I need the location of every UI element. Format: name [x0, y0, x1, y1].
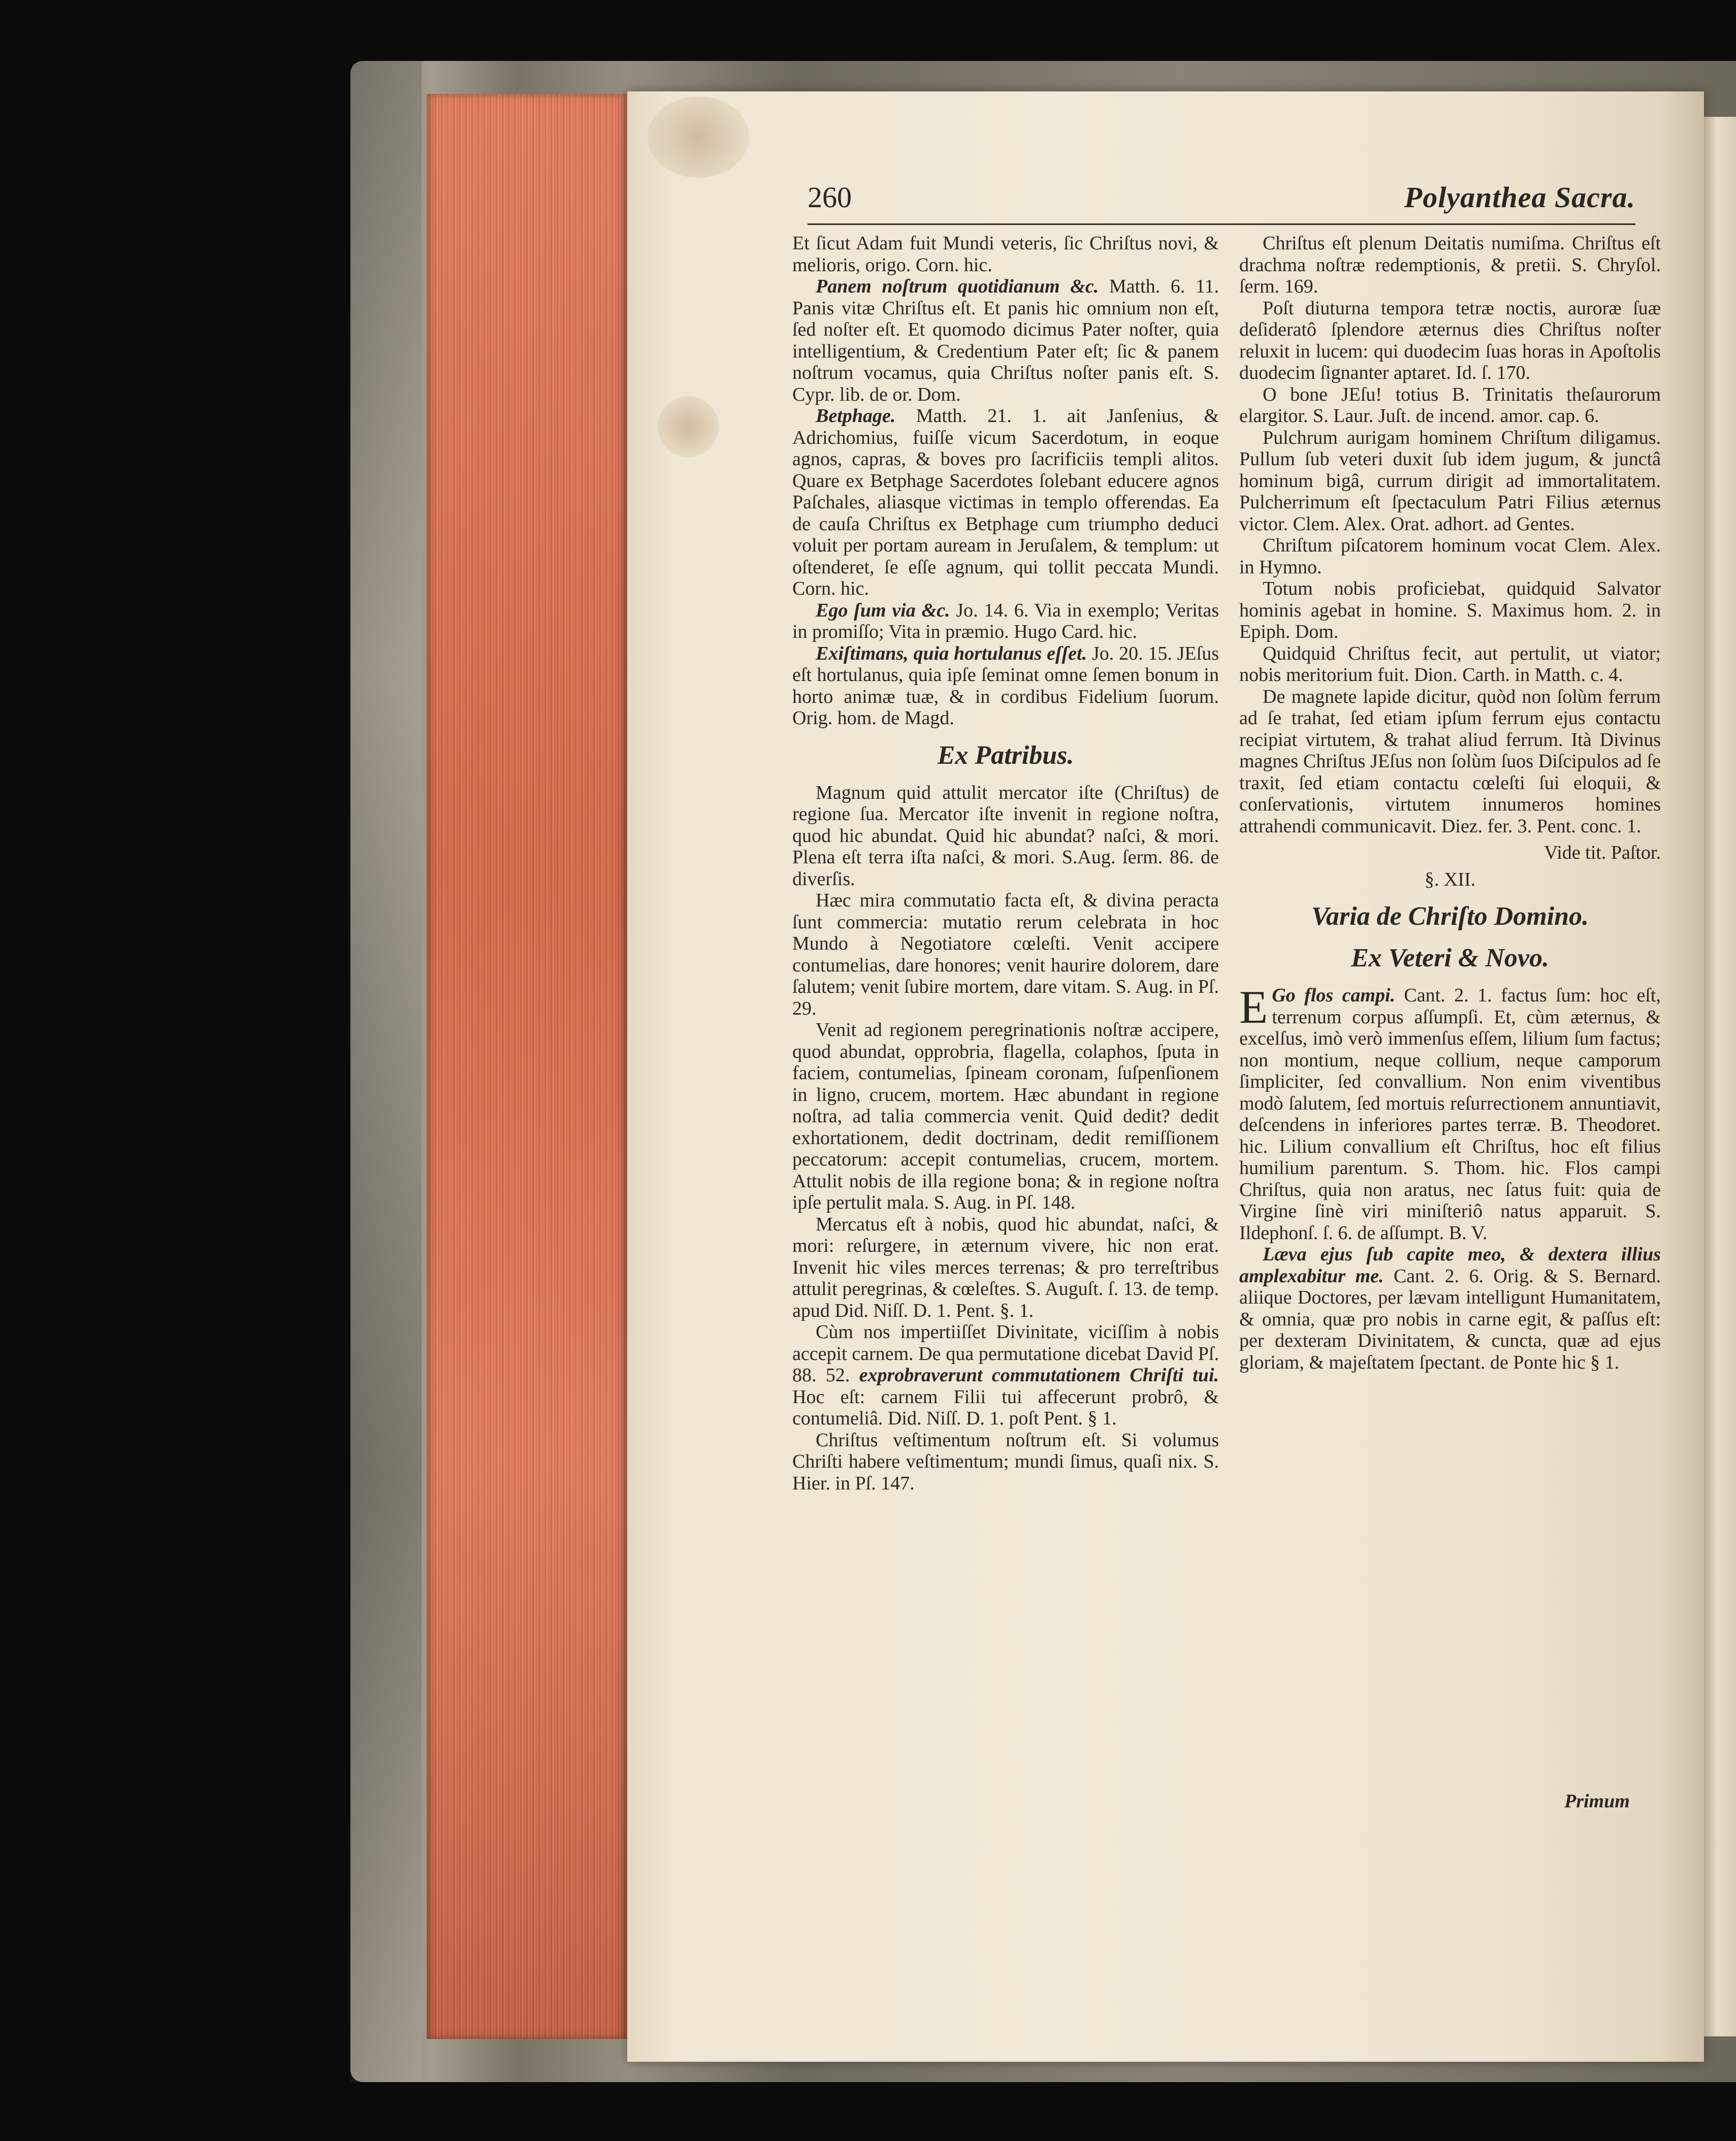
- paragraph-text: Et ſicut Adam fuit Mundi veteris, ſic Chriſtus novi, & melioris, origo. Corn. hic.: [792, 233, 1219, 276]
- paragraph-text: Vide tit. Paſtor.: [1544, 842, 1661, 863]
- paragraph-text: §. XII.: [1424, 868, 1476, 890]
- header-rule: [808, 223, 1635, 225]
- facing-page-edge: [1704, 117, 1736, 2036]
- paragraph: [1239, 869, 1661, 891]
- paragraph: [1239, 1244, 1661, 1373]
- paragraph-text: Venit ad regionem peregrinationis noſtræ accipere, quod abundat, opprobria, flagella, colaphos, ſputa in faciem, contumelias, ſpineam coronam, ſuſpenſionem in ligno, crucem, mortem. Hæc abundant in regione noſtra, ad talia commercia venit. Quid dedit? dedit exhortationem, dedit doctrinam, dedit remiſſionem peccatorum: accepit contumelias, crucem, mortem. Attulit nobis de illa regione bona; & in regione noſtra ipſe pertulit mala. S. Aug. in Pſ. 148.: [792, 1019, 1219, 1213]
- paragraph: [1239, 842, 1661, 864]
- paragraph: [792, 643, 1219, 729]
- paragraph: [792, 405, 1219, 600]
- paragraph-text: Mercatus eſt à nobis, quod hic abundat, naſci, & mori: reſurgere, in æternum vivere, hic non erat. Invenit hic viles merces terrenas; & pro terreſtribus attulit peregrinas, & cœleſtes. S. Auguſt. ſ. 13. de temp. apud Did. Niſſ. D. 1. Pent. §. 1.: [792, 1213, 1219, 1321]
- section-heading: Ex Patribus.: [937, 740, 1074, 770]
- paragraph-text: Poſt diuturna tempora tetræ noctis, auroræ ſuæ deſideratô ſplendore æternus dies Chriſtus noſter reluxit in lucem: qui duodecim ſuas horas in Apoſtolis duodecim ſignanter aptaret. Id. ſ. 170.: [1239, 297, 1661, 383]
- paragraph-text: O bone JEſu! totius B. Trinitatis theſaurorum elargitor. S. Laur. Juſt. de incend. amor. cap. 6.: [1239, 383, 1661, 427]
- paragraph-text: Chriſtus veſtimentum noſtrum eſt. Si volumus Chriſti habere veſtimentum; mundi ſimus, quaſi nix. S. Hier. in Pſ. 147.: [792, 1429, 1219, 1494]
- paragraph: [1239, 427, 1661, 535]
- paragraph: [792, 1321, 1219, 1430]
- stain: [648, 96, 749, 178]
- paragraph: [1239, 578, 1661, 643]
- italic-incipit: Go flos campi.: [1272, 985, 1395, 1006]
- paragraph: [792, 890, 1219, 1019]
- italic-quote: exprobraverunt commutationem Chriſti tui.: [859, 1365, 1219, 1386]
- paragraph: [792, 1019, 1219, 1214]
- paragraph: [792, 600, 1219, 643]
- page-edge-red: [427, 94, 630, 2039]
- paragraph: [792, 233, 1219, 276]
- paragraph-text: Matth. 21. 1. ait Janſenius, & Adrichomius, fuiſſe vicum Sacerdotum, in eoque agnos, capras, & boves pro ſacrificiis templi alitos. Quare ex Betphage Sacerdotes ſolebant educere agnos Paſchales, aliasque victimas in templo offerendas. Ea de cauſa Chriſtus ex Betphage cum triumpho deduci voluit per portam auream in Jeruſalem, & templum: ut oſtenderet, ſe eſſe agnum, qui tollit peccata Mundi. Corn. hic.: [792, 405, 1219, 599]
- paragraph-text: Hæc mira commutatio facta eſt, & divina peracta ſunt commercia: mutatio rerum celebrata in hoc Mundo à Negotiatore cœleſti. Venit accipere contumelias, dare honores; venit haurire dolorem, dare ſalutem; venit ſubire mortem, dare vitam. S. Aug. in Pſ. 29.: [792, 890, 1219, 1019]
- paragraph-text: Magnum quid attulit mercator iſte (Chriſtus) de regione ſua. Mercator iſte invenit in regione noſtra, quod hic abundat. Quid hic abundat? naſci, & mori. Plena eſt terra iſta naſci, & mori. S.Aug. ſerm. 86. de diverſis.: [792, 782, 1219, 890]
- stain: [658, 396, 719, 457]
- section-heading: Varia de Chriſto Domino.: [1311, 902, 1589, 931]
- left-column: [792, 233, 1219, 1494]
- paragraph-text: De magnete lapide dicitur, quòd non ſolùm ferrum ad ſe trahat, ſed etiam ipſum ferrum ejus contactu recipiat virtutem, & trahat aliud ferrum. Ità Divinus magnes Chriſtus JEſus non ſolùm ſuos Diſcipulos ad ſe traxit, ſed etiam contactu cœleſti ſui eloquii, & conſervationis, virtutem innumeros homines attrahendi communicavit. Diez. fer. 3. Pent. conc. 1.: [1239, 686, 1661, 837]
- page-number: 260: [808, 181, 852, 214]
- paragraph: [792, 1430, 1219, 1495]
- paragraph: [792, 1214, 1219, 1322]
- italic-incipit: Panem noſtrum quotidianum &c.: [816, 276, 1099, 297]
- paragraph: [1239, 535, 1661, 578]
- paragraph-text: Chriſtum piſcatorem hominum vocat Clem. Alex. in Hymno.: [1239, 535, 1661, 578]
- paragraph: [1239, 643, 1661, 686]
- paragraph-text: Cant. 2. 6. Orig. & S. Bernard. aliique Doctores, per lævam intelligunt Humanitatem, & omnia, quæ pro nobis in carne egit, & paſſus eſt: per dexteram Divinitatem, & cuncta, quæ ad ejus gloriam, & majeſtatem ſpectant. de Ponte hic § 1.: [1239, 1265, 1661, 1373]
- right-column: [1239, 233, 1661, 1373]
- paragraph-text: Pulchrum aurigam hominem Chriſtum diligamus. Pullum ſub veteri duxit ſub idem jugum, & junctâ hominum bigâ, currum dirigit ad immortalitatem. Pulcherrimum eſt ſpectaculum Patri Filius æternus victor. Clem. Alex. Orat. adhort. ad Gentes.: [1239, 427, 1661, 535]
- paragraph: [1239, 384, 1661, 427]
- paragraph: [792, 782, 1219, 890]
- paragraph: [1239, 686, 1661, 837]
- page-header: [808, 180, 1635, 221]
- paragraph: [1239, 298, 1661, 384]
- catchword: Primum: [1564, 1791, 1630, 1812]
- italic-incipit: Exiſtimans, quia hortulanus eſſet.: [816, 642, 1087, 664]
- paragraph: [1239, 233, 1661, 298]
- paragraph-text: Totum nobis proficiebat, quidquid Salvator hominis agebat in homine. S. Maximus hom. 2. in Epiph. Dom.: [1239, 578, 1661, 642]
- italic-incipit: Ego ſum via &c.: [816, 599, 950, 621]
- paragraph-text: Quidquid Chriſtus fecit, aut pertulit, ut viator; nobis meritorium fuit. Dion. Carth. in Matth. c. 4.: [1239, 642, 1661, 686]
- paragraph-text: Hoc eſt: carnem Filii tui affecerunt probrô, & contumeliâ. Did. Niſſ. D. 1. poſt Pent. § 1.: [792, 1386, 1219, 1429]
- paragraph-text: Chriſtus eſt plenum Deitatis numiſma. Chriſtus eſt drachma noſtræ redemptionis, & pretii. S. Chryſol. ſerm. 169.: [1239, 233, 1661, 297]
- paragraph-text: Cant. 2. 1. factus ſum: hoc eſt, terrenum corpus aſſumpſi. Et, cùm æternus, & excelſus, imò verò immenſus eſſem, lilium ſum factus; non montium, neque collium, neque camporum ſimpliciter, ſed convallium. Non enim viventibus modò ſalutem, ſed mortuis reſurrectionem annuntiavit, deſcendens in inferiores partes terræ. B. Theodoret. hic. Lilium convallium eſt Chriſtus, hoc eſt filius humilium parentum. S. Thom. hic. Flos campi Chriſtus, quia non aratus, nec ſatus fuit: quia de Virgine ſinè viri miniſteriô natus apparuit. S. Ildephonſ. ſ. 6. de aſſumpt. B. V.: [1239, 985, 1661, 1244]
- italic-incipit: Betphage.: [816, 405, 896, 427]
- paragraph: [1239, 981, 1661, 1244]
- paragraph: [792, 276, 1219, 405]
- section-heading: Ex Veteri & Novo.: [1351, 944, 1549, 972]
- drop-cap: E: [1239, 981, 1268, 1033]
- paragraph-text: Jo. 14. 6. Via in exemplo; Veritas in promiſſo; Vita in præmio. Hugo Card. hic.: [792, 599, 1219, 642]
- paragraph-text: Jo. 20. 15. JEſus eſt hortulanus, quia ipſe ſeminat omne ſemen bonum in horto animæ tuæ, & in cordibus Fidelium ſuorum. Orig. hom. de Magd.: [792, 642, 1219, 729]
- paragraph-text: Cùm nos impertiiſſet Divinitate, viciſſim à nobis accepit carnem. De qua permutatione dicebat David Pſ. 88. 52.: [792, 1321, 1219, 1386]
- running-title: Polyanthea Sacra.: [1404, 181, 1635, 214]
- paragraph-text: Matth. 6. 11. Panis vitæ Chriſtus eſt. Et panis hic omnium non eſt, ſed noſter eſt. Et quomodo dicimus Pater noſter, quia intelligentium, & Credentium Pater eſt; ſic & panem noſtrum vocamus, quia Chriſtus noſter panis eſt. S. Cypr. lib. de or. Dom.: [792, 276, 1219, 405]
- italic-incipit: Læva ejus ſub capite meo, & dextera illius amplexabitur me.: [1239, 1244, 1661, 1287]
